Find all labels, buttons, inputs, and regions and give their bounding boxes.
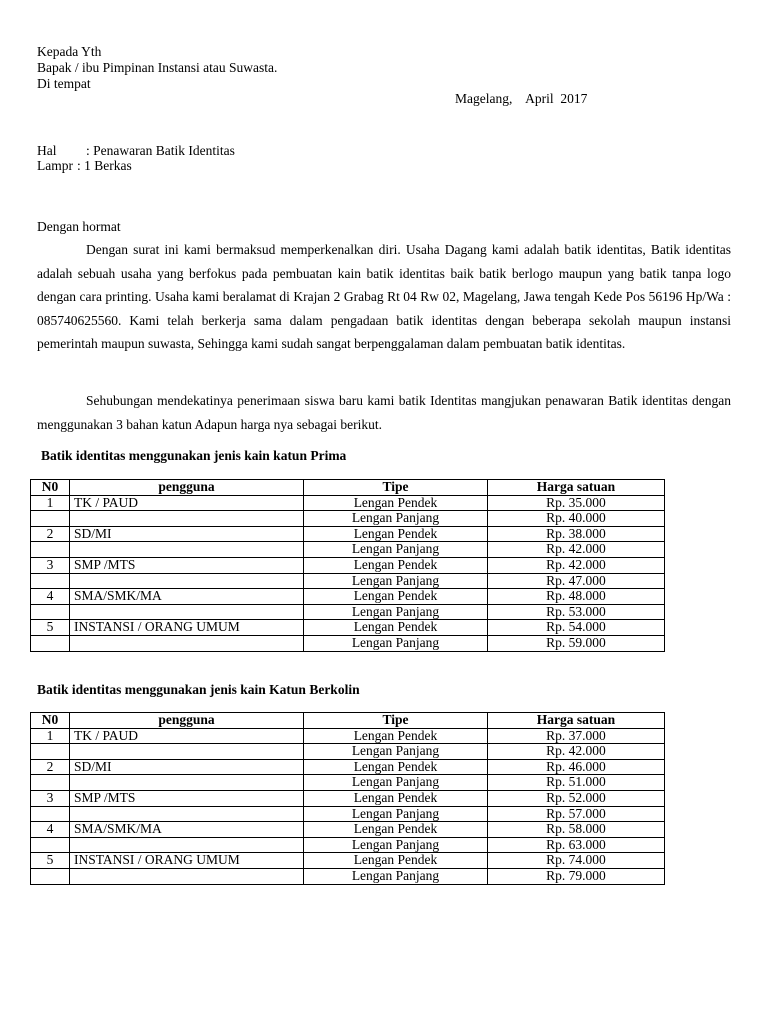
cell-type: Lengan Panjang [304, 573, 488, 589]
cell-type: Lengan Pendek [304, 853, 488, 869]
cell-no: 5 [31, 620, 70, 636]
cell-type: Lengan Panjang [304, 511, 488, 527]
cell-no [31, 868, 70, 884]
cell-price: Rp. 48.000 [488, 589, 665, 605]
table-row [31, 557, 665, 573]
table-row [31, 589, 665, 605]
subject-value: : Penawaran Batik Identitas [86, 143, 235, 158]
cell-user: SMA/SMK/MA [70, 589, 304, 605]
attachment-value: : 1 Berkas [77, 158, 132, 173]
table-row [31, 822, 665, 838]
cell-no [31, 573, 70, 589]
cell-no: 4 [31, 589, 70, 605]
cell-no [31, 837, 70, 853]
table-row [31, 542, 665, 558]
header-type: Tipe [304, 713, 488, 729]
cell-no [31, 511, 70, 527]
cell-price: Rp. 40.000 [488, 511, 665, 527]
table-row [31, 573, 665, 589]
header-price: Harga satuan [488, 480, 665, 496]
cell-price: Rp. 52.000 [488, 790, 665, 806]
cell-no [31, 744, 70, 760]
paragraph-2-text: Sehubungan mendekatinya penerimaan siswa baru kami batik Identitas mangjukan penawaran Batik identitas dengan menggunakan 3 bahan katun Adapun harga nya sebagai berikut. [37, 393, 731, 432]
header-price: Harga satuan [488, 713, 665, 729]
header-user: pengguna [70, 713, 304, 729]
cell-price: Rp. 38.000 [488, 526, 665, 542]
cell-type: Lengan Panjang [304, 837, 488, 853]
cell-user [70, 542, 304, 558]
cell-price: Rp. 57.000 [488, 806, 665, 822]
cell-user [70, 604, 304, 620]
attachment-label: Lampr [37, 158, 73, 173]
cell-user [70, 511, 304, 527]
price-table-prima [30, 479, 665, 652]
cell-type: Lengan Pendek [304, 790, 488, 806]
cell-type: Lengan Panjang [304, 744, 488, 760]
table-row [31, 511, 665, 527]
cell-user: TK / PAUD [70, 728, 304, 744]
cell-price: Rp. 54.000 [488, 620, 665, 636]
cell-user: TK / PAUD [70, 495, 304, 511]
table-row [31, 868, 665, 884]
cell-type: Lengan Panjang [304, 604, 488, 620]
cell-no: 3 [31, 790, 70, 806]
cell-no [31, 806, 70, 822]
table1-title: Batik identitas menggunakan jenis kain katun Prima [41, 448, 347, 463]
table-header-row [31, 480, 665, 496]
table-row [31, 775, 665, 791]
cell-no [31, 604, 70, 620]
cell-user [70, 573, 304, 589]
cell-type: Lengan Pendek [304, 822, 488, 838]
cell-type: Lengan Pendek [304, 589, 488, 605]
table-header-row [31, 713, 665, 729]
table-row [31, 635, 665, 651]
price-table-berkolin [30, 712, 665, 885]
cell-price: Rp. 35.000 [488, 495, 665, 511]
table2-body [31, 728, 665, 884]
cell-user [70, 775, 304, 791]
cell-price: Rp. 46.000 [488, 759, 665, 775]
cell-type: Lengan Pendek [304, 526, 488, 542]
recipient-line-2: Bapak / ibu Pimpinan Instansi atau Suwasta. [37, 60, 278, 75]
cell-user [70, 806, 304, 822]
cell-type: Lengan Panjang [304, 775, 488, 791]
table-row [31, 806, 665, 822]
cell-no: 2 [31, 526, 70, 542]
table-row [31, 744, 665, 760]
recipient-line-3: Di tempat [37, 76, 91, 91]
header-no: N0 [31, 713, 70, 729]
cell-user: SD/MI [70, 526, 304, 542]
cell-price: Rp. 58.000 [488, 822, 665, 838]
cell-no [31, 775, 70, 791]
table-row [31, 837, 665, 853]
cell-type: Lengan Pendek [304, 728, 488, 744]
cell-user: INSTANSI / ORANG UMUM [70, 853, 304, 869]
cell-user: SMP /MTS [70, 790, 304, 806]
cell-price: Rp. 79.000 [488, 868, 665, 884]
cell-no: 5 [31, 853, 70, 869]
cell-price: Rp. 47.000 [488, 573, 665, 589]
table-row [31, 604, 665, 620]
table-row [31, 495, 665, 511]
cell-price: Rp. 42.000 [488, 542, 665, 558]
table1-body [31, 495, 665, 651]
cell-user [70, 868, 304, 884]
cell-user: SMA/SMK/MA [70, 822, 304, 838]
cell-type: Lengan Panjang [304, 868, 488, 884]
paragraph-1-text: Dengan surat ini kami bermaksud memperkenalkan diri. Usaha Dagang kami adalah batik identitas, Batik identitas adalah sebuah usaha yang berfokus pada pembuatan kain batik identitas baik batik berlogo maupun yang batik tanpa logo dengan cara printing. Usaha kami beralamat di Krajan 2 Grabag Rt 04 Rw 02, Magelang, Jawa tengah Kede Pos 56196 Hp/Wa : 085740625560. Kami telah berkerja sama dalam pengadaan batik identitas dengan beberapa sekolah maupun instansi pemerintah maupun suwasta, Sehingga kami sudah sangat berpenggalaman dalam pembuatan batik identitas. [37, 242, 731, 351]
cell-no: 3 [31, 557, 70, 573]
cell-price: Rp. 51.000 [488, 775, 665, 791]
cell-no: 1 [31, 495, 70, 511]
cell-type: Lengan Pendek [304, 759, 488, 775]
body-paragraph-2 [37, 389, 731, 436]
cell-type: Lengan Panjang [304, 635, 488, 651]
cell-user [70, 635, 304, 651]
table2-title: Batik identitas menggunakan jenis kain Katun Berkolin [37, 682, 360, 697]
table-row [31, 790, 665, 806]
cell-price: Rp. 59.000 [488, 635, 665, 651]
greeting: Dengan hormat [37, 219, 121, 234]
cell-type: Lengan Pendek [304, 620, 488, 636]
header-user: pengguna [70, 480, 304, 496]
header-type: Tipe [304, 480, 488, 496]
cell-price: Rp. 42.000 [488, 557, 665, 573]
cell-type: Lengan Panjang [304, 806, 488, 822]
cell-type: Lengan Pendek [304, 495, 488, 511]
cell-user: SMP /MTS [70, 557, 304, 573]
cell-no: 2 [31, 759, 70, 775]
place-date: Magelang, April 2017 [455, 91, 588, 106]
cell-price: Rp. 63.000 [488, 837, 665, 853]
cell-user [70, 837, 304, 853]
table-row [31, 853, 665, 869]
cell-price: Rp. 74.000 [488, 853, 665, 869]
cell-no: 1 [31, 728, 70, 744]
table-row [31, 526, 665, 542]
cell-no: 4 [31, 822, 70, 838]
cell-price: Rp. 53.000 [488, 604, 665, 620]
table-row [31, 620, 665, 636]
cell-user: SD/MI [70, 759, 304, 775]
cell-user: INSTANSI / ORANG UMUM [70, 620, 304, 636]
cell-no [31, 542, 70, 558]
cell-price: Rp. 37.000 [488, 728, 665, 744]
cell-type: Lengan Pendek [304, 557, 488, 573]
recipient-line-1: Kepada Yth [37, 44, 102, 59]
header-no: N0 [31, 480, 70, 496]
subject-label: Hal [37, 143, 57, 158]
table-row [31, 759, 665, 775]
cell-type: Lengan Panjang [304, 542, 488, 558]
cell-user [70, 744, 304, 760]
body-paragraph-1 [37, 238, 731, 356]
table-row [31, 728, 665, 744]
cell-price: Rp. 42.000 [488, 744, 665, 760]
cell-no [31, 635, 70, 651]
